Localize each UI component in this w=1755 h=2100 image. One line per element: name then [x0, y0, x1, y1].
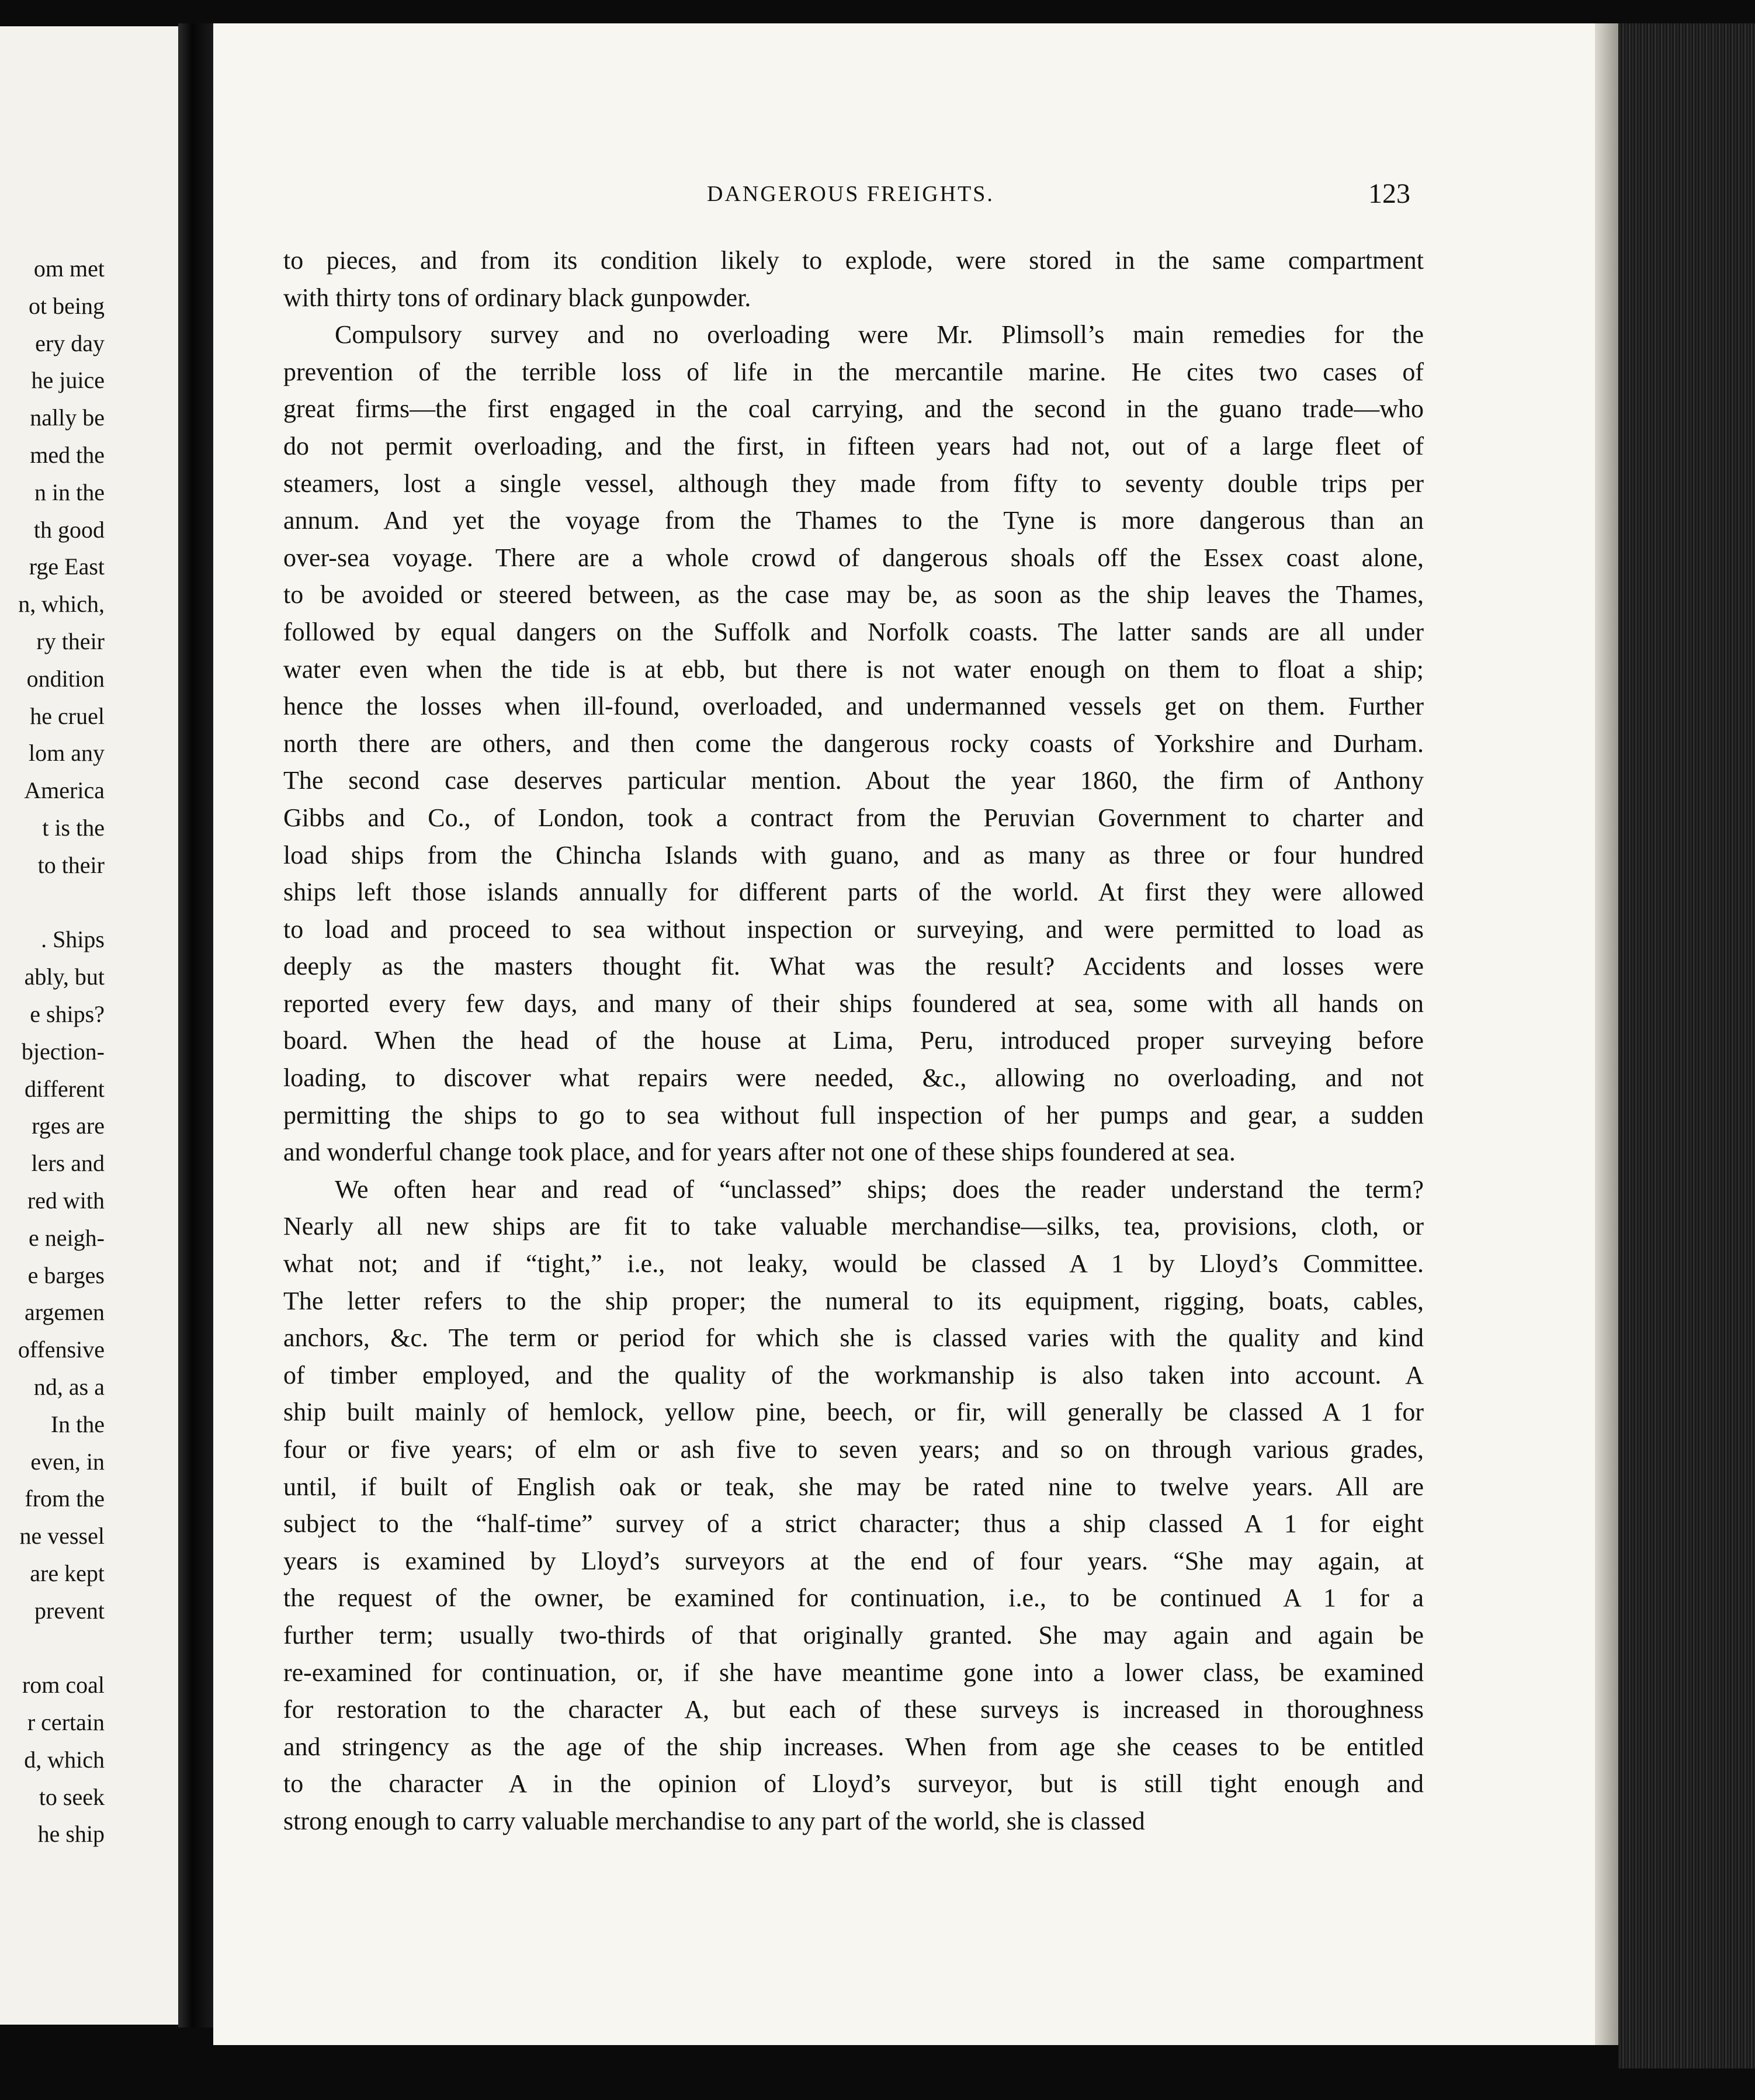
text-line: reported every few days, and many of their ships foundered at sea, some with all hands on	[283, 989, 1424, 1018]
facing-page-line: ne vessel	[19, 1523, 105, 1550]
body-text	[283, 242, 1424, 1840]
facing-page-line: to seek	[39, 1783, 105, 1810]
facing-page-line: he ship	[37, 1821, 105, 1848]
text-line: and stringency as the age of the ship increases. When from age she ceases to be entitled	[283, 1732, 1424, 1761]
text-line: load ships from the Chincha Islands with guano, and as many as three or four hundred	[283, 840, 1424, 869]
text-line: subject to the “half-time” survey of a strict character; thus a ship classed A 1 for eight	[283, 1509, 1424, 1538]
text-line: years is examined by Lloyd’s surveyors at the end of four years. “She may again, at	[283, 1546, 1424, 1575]
text-line: to be avoided or steered between, as the case may be, as soon as the ship leaves the Thames,	[283, 580, 1424, 609]
facing-page-line: n in the	[34, 479, 105, 505]
text-line: four or five years; of elm or ash five to seven years; and so on through various grades,	[283, 1435, 1424, 1464]
facing-page-line: prevent	[34, 1597, 105, 1624]
facing-page-line: t is the	[42, 814, 105, 841]
facing-page-line: th good	[33, 516, 105, 543]
text-line: the request of the owner, be examined for continuation, i.e., to be continued A 1 for a	[283, 1583, 1424, 1613]
text-line: what not; and if “tight,” i.e., not leaky, would be classed A 1 by Lloyd’s Committee.	[283, 1249, 1424, 1278]
running-head: DANGEROUS FREIGHTS.	[707, 182, 994, 206]
facing-page-line: different	[25, 1075, 105, 1102]
facing-page-line: nd, as a	[33, 1373, 105, 1400]
text-line: further term; usually two-thirds of that originally granted. She may again and again be	[283, 1620, 1424, 1649]
facing-page-line: lers and	[31, 1150, 105, 1177]
text-line: of timber employed, and the quality of the workmanship is also taken into account. A	[283, 1360, 1424, 1389]
facing-page-line	[18, 884, 105, 921]
facing-page-line: he juice	[31, 367, 105, 394]
text-line: for restoration to the character A, but each of these surveys is increased in thoroughness	[283, 1695, 1424, 1724]
facing-page-line: even, in	[30, 1448, 105, 1475]
text-line: re-examined for continuation, or, if she have meantime gone into a lower class, be examined	[283, 1658, 1424, 1687]
facing-page-line: are kept	[30, 1560, 105, 1586]
facing-page-line: bjection-	[21, 1038, 105, 1065]
text-line: do not permit overloading, and the first, in fifteen years had not, out of a large fleet of	[283, 431, 1424, 460]
facing-page-line: med the	[30, 441, 105, 468]
page-number: 123	[1368, 178, 1410, 209]
text-line: annum. And yet the voyage from the Thames to the Tyne is more dangerous than an	[283, 506, 1424, 535]
text-line: The letter refers to the ship proper; the numeral to its equipment, rigging, boats, cables,	[283, 1286, 1424, 1315]
text-line: great firms—the first engaged in the coal carrying, and the second in the guano trade—who	[283, 394, 1424, 424]
facing-page-line: . Ships	[41, 926, 105, 953]
text-line: Compulsory survey and no overloading were Mr. Plimsoll’s main remedies for the	[335, 320, 1424, 349]
facing-page-line: nally be	[30, 404, 105, 431]
facing-page-line: In the	[50, 1411, 105, 1437]
text-line: strong enough to carry valuable merchandise to any part of the world, she is classed	[283, 1806, 1145, 1835]
facing-page-line: rom coal	[22, 1672, 105, 1699]
text-line: followed by equal dangers on the Suffolk and Norfolk coasts. The latter sands are all under	[283, 617, 1424, 646]
text-line: Nearly all new ships are fit to take valuable merchandise—silks, tea, provisions, cloth, or	[283, 1212, 1424, 1241]
paragraph	[283, 316, 1424, 1171]
paragraph	[283, 1171, 1424, 1840]
facing-page-line: lom any	[29, 740, 105, 767]
facing-page-line: e barges	[27, 1262, 105, 1288]
facing-page-line: rge East	[29, 553, 105, 580]
text-line: until, if built of English oak or teak, she may be rated nine to twelve years. All are	[283, 1472, 1424, 1501]
text-line: We often hear and read of “unclassed” ships; does the reader understand the term?	[335, 1174, 1424, 1204]
facing-page-line: he cruel	[30, 702, 105, 729]
text-line: deeply as the masters thought fit. What was the result? Accidents and losses were	[283, 952, 1424, 981]
page-edge	[1595, 23, 1618, 2045]
text-line: loading, to discover what repairs were needed, &c., allowing no overloading, and not	[283, 1063, 1424, 1093]
text-line: hence the losses when ill-found, overloaded, and undermanned vessels get on them. Further	[283, 692, 1424, 721]
text-line: ship built mainly of hemlock, yellow pine, beech, or fir, will generally be classed A 1 for	[283, 1398, 1424, 1427]
page-stack-edges	[1618, 23, 1755, 2068]
facing-page	[0, 26, 178, 2025]
facing-page-line: ery day	[35, 330, 105, 356]
facing-page-line: to their	[37, 851, 105, 878]
text-line: Gibbs and Co., of London, took a contract from the Peruvian Government to charter and	[283, 803, 1424, 832]
text-line: anchors, &c. The term or period for which she is classed varies with the quality and kind	[283, 1323, 1424, 1353]
facing-page-text	[18, 250, 105, 1853]
facing-page-line: red with	[27, 1187, 105, 1214]
text-line: and wonderful change took place, and for years after not one of these ships foundered at sea.	[283, 1138, 1236, 1167]
text-line: board. When the head of the house at Lima, Peru, introduced proper surveying before	[283, 1026, 1424, 1055]
text-line: with thirty tons of ordinary black gunpowder.	[283, 283, 751, 312]
facing-page-line: ry their	[36, 628, 105, 654]
facing-page-line: e ships?	[30, 1000, 105, 1027]
text-line: steamers, lost a single vessel, although they made from fifty to seventy double trips per	[283, 469, 1424, 498]
facing-page-line: r certain	[27, 1709, 105, 1736]
text-line: prevention of the terrible loss of life in the mercantile marine. He cites two cases of	[283, 357, 1424, 386]
text-line: to the character A in the opinion of Lloyd’s surveyor, but is still tight enough and	[283, 1769, 1424, 1798]
facing-page-line	[18, 1629, 105, 1666]
facing-page-line: America	[24, 777, 105, 804]
facing-page-line: om met	[33, 255, 105, 282]
facing-page-line: ot being	[29, 292, 105, 319]
facing-page-line: rges are	[32, 1113, 105, 1139]
text-line: north there are others, and then come the dangerous rocky coasts of Yorkshire and Durham.	[283, 729, 1424, 758]
facing-page-line: d, which	[24, 1746, 105, 1773]
text-line: The second case deserves particular mention. About the year 1860, the firm of Anthony	[283, 766, 1424, 795]
text-line: water even when the tide is at ebb, but there is not water enough on them to float a ship;	[283, 654, 1424, 684]
facing-page-line: from the	[25, 1485, 105, 1512]
text-line: permitting the ships to go to sea without full inspection of her pumps and gear, a sudden	[283, 1100, 1424, 1129]
text-line: to pieces, and from its condition likely to explode, were stored in the same compartment	[283, 246, 1424, 275]
facing-page-line: offensive	[18, 1336, 105, 1363]
paragraph	[283, 242, 1424, 316]
book-gutter	[178, 23, 213, 2028]
facing-page-line: n, which,	[18, 591, 105, 618]
facing-page-line: argemen	[25, 1299, 105, 1326]
text-line: to load and proceed to sea without inspection or surveying, and were permitted to load as	[283, 914, 1424, 944]
text-line: over-sea voyage. There are a whole crowd of dangerous shoals off the Essex coast alone,	[283, 543, 1424, 572]
facing-page-line: e neigh-	[29, 1224, 105, 1251]
facing-page-line: ably, but	[24, 964, 105, 990]
facing-page-line: ondition	[26, 665, 105, 692]
text-line: ships left those islands annually for different parts of the world. At first they were allowed	[283, 878, 1424, 907]
